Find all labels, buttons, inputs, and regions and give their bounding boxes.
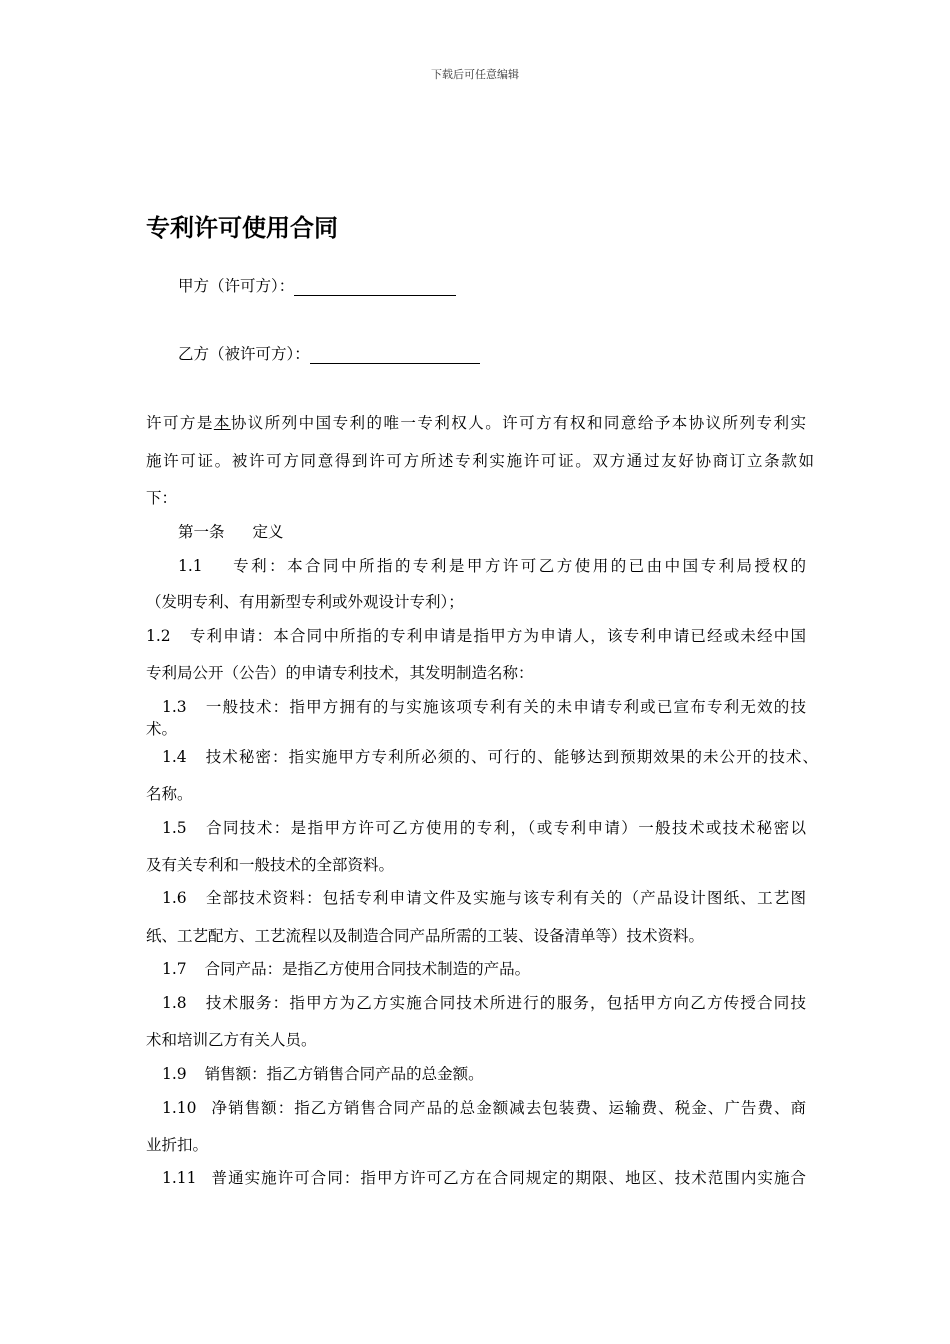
clause-1-7 xyxy=(162,959,530,979)
clause-1-1 xyxy=(178,556,806,576)
clause-text: 技术秘密：指实施甲方专利所必须的、可行的、能够达到预期效果的未公开的技术、 xyxy=(204,748,818,766)
clause-1-4-cont: 名称。 xyxy=(146,785,193,803)
clause-text: 全部技术资料：包括专利申请文件及实施与该专利有关的（产品设计图纸、工艺图 xyxy=(204,889,806,907)
clause-text: 净销售额：指乙方销售合同产品的总金额减去包装费、运输费、税金、广告费、商 xyxy=(210,1099,806,1117)
clause-1-3-cont: 术。 xyxy=(146,720,178,738)
clause-1-8 xyxy=(162,993,806,1013)
clause-number: 1.8 xyxy=(162,994,187,1012)
clause-1-5 xyxy=(162,818,806,838)
party-a-label: 甲方（许可方）： xyxy=(178,277,295,295)
clause-text: 销售额：指乙方销售合同产品的总金额。 xyxy=(204,1065,484,1083)
clause-1-10 xyxy=(162,1098,806,1118)
party-a-blank[interactable] xyxy=(294,277,456,296)
party-b-line xyxy=(178,344,480,364)
clause-1-8-cont: 术和培训乙方有关人员。 xyxy=(146,1031,317,1049)
clause-1-1-cont: （发明专利、有用新型专利或外观设计专利）； xyxy=(146,593,464,611)
article-1-number: 第一条 xyxy=(178,523,225,541)
intro-line-3: 下： xyxy=(146,489,178,507)
clause-text: 合同技术：是指甲方许可乙方使用的专利，（或专利申请）一般技术或技术秘密以 xyxy=(204,819,806,837)
clause-text: 专利申请：本合同中所指的专利申请是指甲方为申请人，该专利申请已经或未经中国 xyxy=(188,627,806,645)
clause-number: 1.7 xyxy=(162,960,187,978)
clause-1-2-cont: 专利局公开（公告）的申请专利技术，其发明制造名称： xyxy=(146,664,534,682)
intro-underlined-word: 本 xyxy=(213,414,231,432)
clause-1-6 xyxy=(162,888,806,908)
clause-number: 1.11 xyxy=(162,1169,197,1187)
clause-1-2 xyxy=(146,626,806,646)
clause-text: 技术服务：指甲方为乙方实施合同技术所进行的服务，包括甲方向乙方传授合同技 xyxy=(204,994,806,1012)
party-b-blank[interactable] xyxy=(310,345,480,364)
party-b-label: 乙方（被许可方）： xyxy=(178,345,310,363)
clause-number: 1.4 xyxy=(162,748,187,766)
clause-1-4 xyxy=(162,747,818,767)
clause-number: 1.2 xyxy=(146,627,171,645)
intro-text-a: 许可方是 xyxy=(146,414,214,432)
article-1-title: 定义 xyxy=(252,523,284,541)
intro-text-b: 协议所列中国专利的唯一专利权人。许可方有权和同意给予本协议所列专利实 xyxy=(230,414,806,432)
clause-1-6-cont: 纸、工艺配方、工艺流程以及制造合同产品所需的工装、设备清单等）技术资料。 xyxy=(146,927,705,945)
clause-number: 1.9 xyxy=(162,1065,187,1083)
clause-number: 1.1 xyxy=(178,557,203,575)
document-title: 专利许可使用合同 xyxy=(146,214,338,242)
header-note: 下载后可任意编辑 xyxy=(431,68,519,81)
clause-text: 一般技术：指甲方拥有的与实施该项专利有关的未申请专利或已宣布专利无效的技 xyxy=(204,698,806,716)
clause-text: 合同产品：是指乙方使用合同技术制造的产品。 xyxy=(204,960,531,978)
clause-1-10-cont: 业折扣。 xyxy=(146,1136,209,1154)
clause-1-9 xyxy=(162,1064,484,1084)
clause-number: 1.3 xyxy=(162,698,187,716)
clause-1-5-cont: 及有关专利和一般技术的全部资料。 xyxy=(146,856,395,874)
clause-1-3 xyxy=(162,697,806,717)
party-a-line xyxy=(178,276,456,296)
intro-line-2: 施许可证。被许可方同意得到许可方所述专利实施许可证。双方通过友好协商订立条款如 xyxy=(146,452,814,470)
clause-number: 1.10 xyxy=(162,1099,197,1117)
intro-line-1 xyxy=(146,413,806,433)
clause-number: 1.6 xyxy=(162,889,187,907)
article-1-heading xyxy=(178,522,284,542)
clause-1-11 xyxy=(162,1168,806,1188)
clause-text: 专利：本合同中所指的专利是甲方许可乙方使用的已由中国专利局授权的 xyxy=(230,557,806,575)
clause-text: 普通实施许可合同：指甲方许可乙方在合同规定的期限、地区、技术范围内实施合 xyxy=(210,1169,806,1187)
clause-number: 1.5 xyxy=(162,819,187,837)
